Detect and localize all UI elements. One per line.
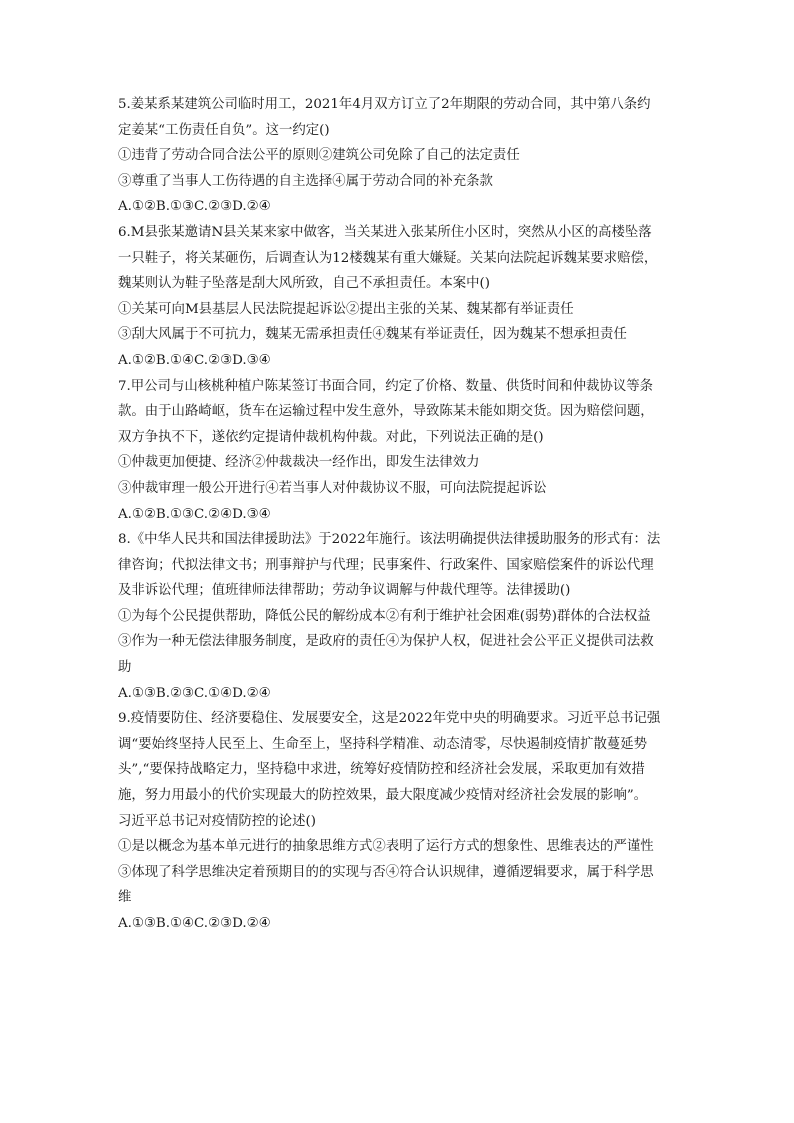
answer-choices: A.①②B.①④C.②③D.③④ (118, 352, 271, 368)
question-stem-line: 定姜某“工伤责任自负”。这一约定() (118, 122, 330, 138)
question-stem-line: 施，努力用最小的代价实现最大的防控效果，最大限度减少疫情对经济社会发展的影响”。 (118, 788, 648, 804)
question-stem-line: 律咨询；代拟法律文书；刑事辩护与代理；民事案件、行政案件、国家赔偿案件的诉讼代理 (118, 557, 654, 573)
option-line: ③刮大风属于不可抗力，魏某无需承担责任④魏某有举证责任，因为魏某不想承担责任 (118, 327, 627, 343)
question-stem-line: 款。由于山路崎岖，货车在运输过程中发生意外，导致陈某未能如期交货。因为赔偿问题， (118, 404, 654, 420)
question-stem-line: 调“要始终坚持人民至上、生命至上，坚持科学精准、动态清零，尽快遏制疫情扩散蔓延势 (118, 736, 648, 752)
answer-choices: A.①②B.①③C.②④D.③④ (118, 506, 271, 522)
question-5 (118, 92, 684, 220)
answer-choices: A.①③B.②③C.①④D.②④ (118, 685, 271, 701)
question-stem-line: 9.疫情要防住、经济要稳住、发展要安全，这是2022年党中央的明确要求。习近平总书记强 (118, 711, 661, 727)
question-stem-line: 6.M县张某邀请N县关某来家中做客，当关某进入张某所住小区时，突然从小区的高楼坠落 (118, 224, 652, 240)
question-stem-line: 及非诉讼代理；值班律师法律帮助；劳动争议调解与仲裁代理等。法律援助() (118, 583, 571, 599)
question-stem-line: 魏某则认为鞋子坠落是刮大风所致，自己不承担责任。本案中() (118, 276, 490, 292)
question-stem-line: 5.姜某系某建筑公司临时用工，2021年4月双方订立了2年期限的劳动合同，其中第八条约 (118, 97, 651, 112)
option-line: ③仲裁审理一般公开进行④若当事人对仲裁协议不服，可向法院提起诉讼 (118, 480, 547, 496)
question-stem-line: 头”,“要保持战略定力，坚持稳中求进，统筹好疫情防控和经济社会发展，采取更加有效措 (118, 762, 645, 778)
question-stem-line: 习近平总书记对疫情防控的论述() (118, 813, 316, 829)
question-9 (118, 706, 684, 936)
answer-choices: A.①③B.①④C.②③D.②④ (118, 916, 271, 931)
option-line: ①仲裁更加便捷、经济②仲裁裁决一经作出，即发生法律效力 (118, 455, 480, 471)
question-list (118, 92, 684, 937)
question-stem-line: 一只鞋子，将关某砸伤，后调查认为12楼魏某有重大嫌疑。关某向法院起诉魏某要求赔偿， (118, 250, 658, 266)
option-line: ③作为一种无偿法律服务制度，是政府的责任④为保护人权，促进社会公平正义提供司法救 (118, 634, 654, 650)
answer-choices: A.①②B.①③C.②③D.②④ (118, 199, 271, 215)
option-line: ①为每个公民提供帮助，降低公民的解纷成本②有利于维护社会困难(弱势)群体的合法权益 (118, 608, 651, 624)
question-8 (118, 527, 684, 706)
question-stem-line: 7.甲公司与山核桃种植户陈某签订书面合同，约定了价格、数量、供货时间和仲裁协议等条 (118, 378, 654, 394)
option-line: ①关某可向M县基层人民法院提起诉讼②提出主张的关某、魏某都有举证责任 (118, 301, 574, 317)
option-line: ③体现了科学思维决定着预期目的的实现与否④符合认识规律，遵循逻辑要求，属于科学思 (118, 864, 654, 880)
question-stem-line: 8.《中华人民共和国法律援助法》于2022年施行。该法明确提供法律援助服务的形式有：法 (118, 532, 661, 548)
option-line: 助 (118, 660, 132, 676)
question-stem-line: 双方争执不下，遂依约定提请仲裁机构仲裁。对此，下列说法正确的是() (118, 429, 544, 445)
question-7 (118, 374, 684, 528)
option-line: ①是以概念为基本单元进行的抽象思维方式②表明了运行方式的想象性、思维表达的严谨性 (118, 839, 654, 855)
option-line: ①违背了劳动合同合法公平的原则②建筑公司免除了自己的法定责任 (118, 148, 520, 164)
option-line: ③尊重了当事人工伤待遇的自主选择④属于劳动合同的补充条款 (118, 173, 493, 189)
option-line: 维 (118, 890, 132, 906)
question-6 (118, 220, 684, 374)
